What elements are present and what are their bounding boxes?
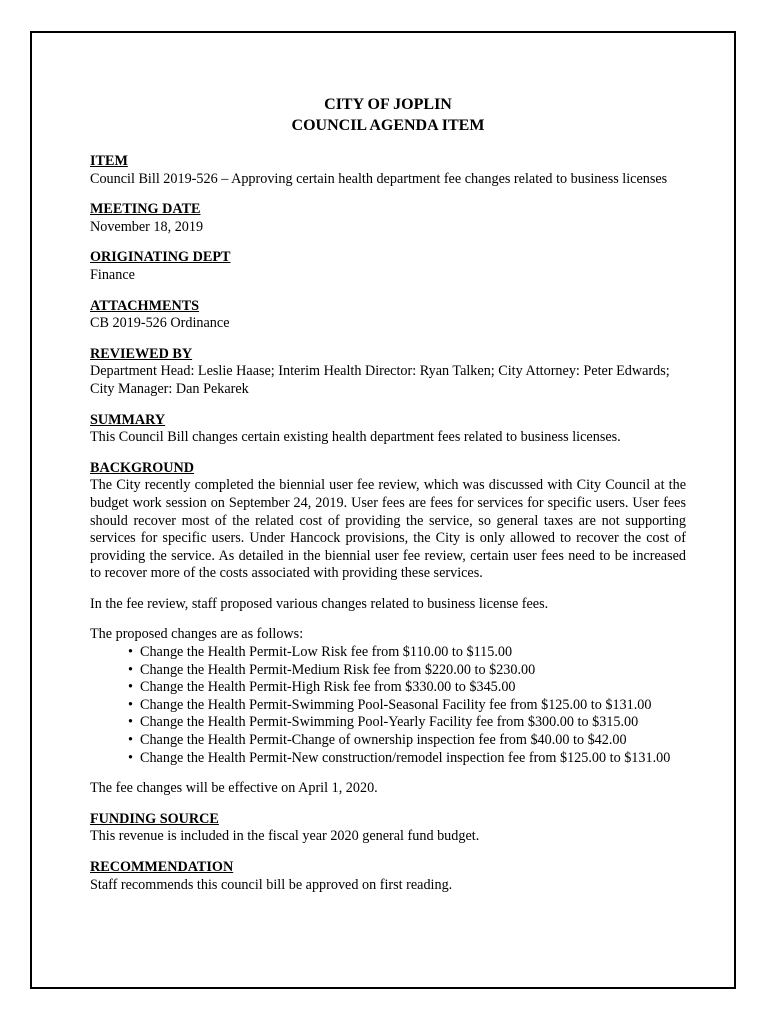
agenda-document	[90, 94, 686, 907]
title-agenda-item: COUNCIL AGENDA ITEM	[291, 117, 485, 134]
heading-originating-dept: ORIGINATING DEPT	[90, 249, 231, 266]
changes-list	[90, 644, 686, 767]
heading-summary: SUMMARY	[90, 411, 166, 428]
heading-meeting-date: MEETING DATE	[90, 201, 201, 218]
heading-recommendation: RECOMMENDATION	[90, 859, 234, 875]
section-reviewed-by	[90, 346, 686, 399]
attachments-text: CB 2019-526 Ordinance	[90, 315, 230, 332]
list-item: • Change the Health Permit-New construction/remodel inspection fee from $125.00 to $131.00	[128, 750, 686, 768]
section-funding-source	[90, 811, 686, 846]
section-fee-review	[90, 596, 686, 614]
reviewed-by-text: Department Head: Leslie Haase; Interim Health Director: Ryan Talken; City Attorney: Peter Edwards; City Manager: Dan Pekarek	[90, 363, 670, 397]
document-title	[90, 94, 686, 136]
section-background	[90, 460, 686, 583]
section-meeting-date	[90, 201, 686, 236]
meeting-date-text: November 18, 2019	[90, 218, 204, 235]
heading-item: ITEM	[90, 153, 128, 169]
section-item	[90, 153, 686, 188]
funding-source-text: This revenue is included in the fiscal year 2020 general fund budget.	[90, 828, 480, 845]
section-proposed-changes	[90, 626, 686, 767]
heading-background: BACKGROUND	[90, 459, 195, 476]
section-recommendation	[90, 859, 686, 894]
originating-dept-text: Finance	[90, 266, 135, 283]
title-city: CITY OF JOPLIN	[324, 96, 452, 113]
list-item: • Change the Health Permit-Low Risk fee from $110.00 to $115.00	[128, 644, 686, 662]
heading-reviewed-by: REVIEWED BY	[90, 345, 193, 362]
summary-text: This Council Bill changes certain existing health department fees related to business licenses.	[90, 429, 621, 446]
heading-funding-source: FUNDING SOURCE	[90, 810, 219, 827]
section-originating-dept	[90, 249, 686, 284]
list-item: • Change the Health Permit-Swimming Pool-Seasonal Facility fee from $125.00 to $131.00	[128, 697, 686, 715]
list-item: • Change the Health Permit-High Risk fee from $330.00 to $345.00	[128, 679, 686, 697]
background-paragraph-1: The City recently completed the biennial user fee review, which was discussed with City Council at the budget work session on September 24, 2019. User fees are fees for services for specific users. User fees should recover most of the related cost of providing the service, so general taxes are not supporting services for specific users. Under Hancock provisions, the City is only allowed to recover the cost of providing the service. As detailed in the biennial user fee review, certain user fees need to be increased to recover more of the costs associated with providing these services.	[90, 477, 686, 582]
background-paragraph-2: In the fee review, staff proposed various changes related to business license fees.	[90, 595, 549, 612]
section-effective	[90, 780, 686, 798]
list-item: • Change the Health Permit-Swimming Pool-Yearly Facility fee from $300.00 to $315.00	[128, 714, 686, 732]
changes-intro: The proposed changes are as follows:	[90, 626, 304, 643]
section-attachments	[90, 298, 686, 333]
list-item: • Change the Health Permit-Medium Risk fee from $220.00 to $230.00	[128, 662, 686, 680]
recommendation-text: Staff recommends this council bill be approved on first reading.	[90, 876, 453, 893]
section-summary	[90, 412, 686, 447]
list-item: • Change the Health Permit-Change of ownership inspection fee from $40.00 to $42.00	[128, 732, 686, 750]
effective-text: The fee changes will be effective on April 1, 2020.	[90, 780, 378, 797]
heading-attachments: ATTACHMENTS	[90, 297, 200, 314]
item-text: Council Bill 2019-526 – Approving certain health department fee changes related to business licenses	[90, 170, 668, 187]
